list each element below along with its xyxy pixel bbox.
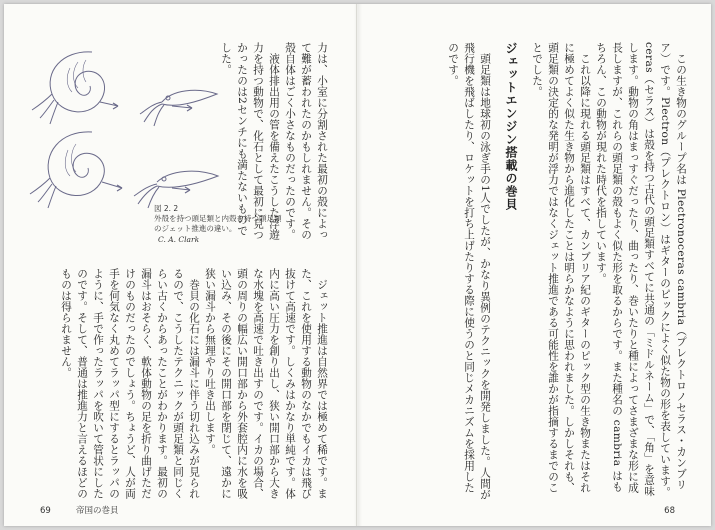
cephalopod-figure: [22, 32, 222, 232]
page-number-left: 69: [40, 506, 51, 516]
page-number-right: 68: [664, 506, 675, 516]
figure-label: 図 2. 2: [154, 204, 179, 213]
book-spread: [4, 4, 711, 526]
right-body-text: [389, 42, 689, 502]
right-page: [357, 4, 711, 526]
caption-line-2: のジェット推進の違い。: [154, 224, 237, 233]
figure-credit: C. A. Clark: [158, 235, 200, 244]
paragraph: 液体排出用の管を備えたこうした浮遊力を持つ動物で、化石として最初に見つかったのは2センチにも満たないものでした。: [220, 42, 280, 240]
paragraph: これ以降に現れる頭足類はすべて、カンブリア紀のギターのピック型の生き物またはそれに極めてよく似た生き物から進化したことは明らかなように思われました。しかしそれも、頭足類の決定的な発明が浮力ではなくジェット推進である可能性を誰かが指摘するまでのことでした。: [531, 42, 591, 493]
section-heading: ジェットエンジン搭載の巻貝: [504, 42, 518, 211]
caption-line-1: 外殻を持つ頭足類と内殻を持つ頭足類: [154, 214, 282, 223]
paragraph: ジェット推進は自然界では極めて稀です。また、これを使用する動物のなかでもイカは飛び抜けて高速です。しくみはかなり単純です。体内に高い圧力を創り出し、狭い開口部から大きな水塊を高速で吐き出すのです。イカの場合、頭の周りの幅広い開口部から外套腔内に水を吸い込み、その後にその開口部を閉じて、遠かに狭い漏斗から無理やり吐き出します。: [204, 268, 328, 499]
cephalopod-diagram-icon: [22, 32, 222, 232]
left-bottom-text: [30, 268, 330, 502]
paragraph: 力は、小室に分割された最初の殻によって難が蓄われたのかもしれません。その殻自体はごく小さなものだったのです。: [284, 42, 328, 240]
left-top-text: [222, 42, 330, 247]
paragraph: 頭足類は地球初の泳ぎ手の1人でしたが、かなり異例のテクニックを開発しました。人間が飛行機を飛ばしたり、ロケットを打ち上げたりする際に使うのと同じメカニズムを採用したのです。: [447, 42, 491, 500]
left-page: [4, 4, 357, 526]
paragraph: 巻貝の化石には漏斗に伴う切れ込みが見られるので、こうしたテクニックが頭足類と同じくらい古くからあったことがわかります。最初の漏斗はおそらく、軟体動物の足を折り曲げただけのものだったのでしょう。ちょうど、人が両手を何気なく丸めてラッパ型にするとラッパのように、手で作ったラッパを吹いて管状にしたのです。そして、普通は推進力と言えるほどのものは得られません。: [60, 268, 200, 499]
running-title: 帝国の巻貝: [76, 506, 119, 516]
paragraph: この生き物のグループ名は Plectronoceras cambria（プレクトロノセラス・カンブリア）です。Plectron（プレクトロン）はギターのピックによく似た物の形を表しています。ceras（セラス）は殻を持つ古代の頭足類すべてに共通の「ミドルネーム」で、「角」を意味します。動物の角はまっすぐだったり、曲ったり、巻いたりと種によってさまざまな形に成長しますが、これらの頭足類の殻もよく似た形を取るからです。また種名の cambria はもちろん、この動物が現れた時代を指しています。: [595, 42, 687, 498]
